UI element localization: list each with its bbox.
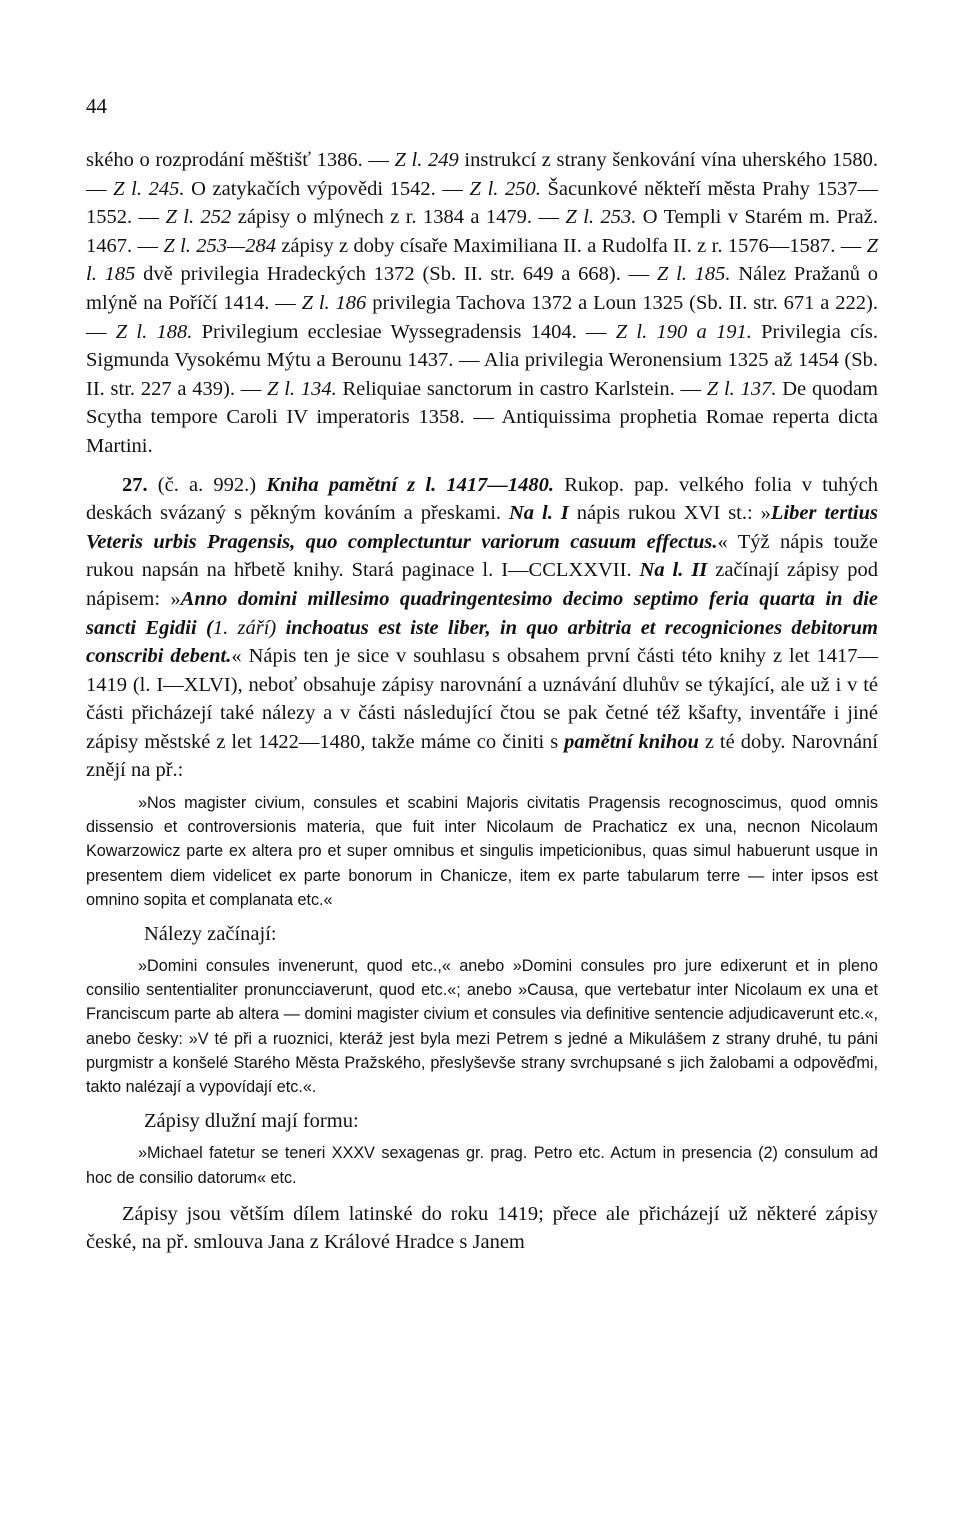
folio-ref: Z l. 190 a 191. [615, 320, 752, 343]
text-run: Reliquiae sanctorum in castro Karlstein. — [336, 377, 707, 400]
folio-ref: Z l. 185 [86, 234, 879, 286]
folio-ref: Z l. 253. [565, 206, 637, 229]
text-run: (č. a. 992.) [147, 473, 267, 496]
text-run: O zatykačích výpovědi 1542. — [184, 177, 470, 200]
emphasis-term: pamětní knihou [564, 730, 699, 753]
paragraph-closing: Zápisy jsou větším dílem latinské do roku 1419; přece ale přicházejí už některé zápisy české, na př. smlouva Jana z Králové Hradce s Janem [86, 1202, 878, 1254]
latin-inscription: Liber tertius Veteris urbis Pragensis, quo complectuntur variorum casuum effectus. [86, 502, 878, 553]
date-note: 1. září) [212, 616, 277, 639]
text-run: O Templi v Starém m. Praž. 1467. — [86, 206, 879, 257]
text-run: začínají zápisy pod nápisem: » [86, 559, 878, 610]
paragraph-contents-list [86, 146, 878, 461]
text-run: zápisy o mlýnech z r. 1384 a 1479. — [231, 206, 566, 229]
text-run: zápisy z doby císaře Maximiliana II. a Rudolfa II. z r. 1576—1587. — [275, 234, 867, 257]
subheading-findings: Nálezy začínají: [144, 923, 277, 946]
text-run: z té doby. Narovnání znějí na př.: [86, 730, 878, 782]
entry-number: 27. [122, 473, 148, 496]
text-run: Rukop. pap. velkého folia v tuhých deskách svázaný s pěkným kováním a přeskami. [86, 473, 879, 525]
latin-inscription: inchoatus est iste liber, in quo arbitria et recogniciones debitorum conscribi debent. [86, 616, 878, 668]
text-run: De quodam Scytha tempore Caroli IV imperatoris 1358. — Antiquissima prophetia Romae reperta dicta Martini. [86, 377, 878, 457]
quote-findings: »Domini consules invenerunt, quod etc.,« anebo »Domini consules pro jure edixerunt et in pleno consilio sententialiter pronuncciaverunt, quod etc.«; anebo »Causa, que vertebatur inter Nicolaum ex una et Franciscum parte ab altera — domini magister civium et consules via definitive sentencie adjudicaverunt etc.«, anebo česky: »V té při a ruoznici, kteráž jest byla mezi Petrem s jedné a Mikulášem z strany druhé, tu páni purgmistr a konšelé Starého Města Pražského, přeslyševše strany svrchupsané s jich žalobami a odpověďmi, takto nalézají a vypovídají etc.«. [86, 957, 878, 1097]
folio-ref: Z l. 185. [656, 263, 731, 286]
folio-ref: Z l. 249 [394, 149, 459, 171]
folio-ref: Z l. 252 [165, 206, 232, 229]
folio-ref: Z l. 250. [469, 177, 541, 200]
folio-ref: Na l. I [508, 502, 569, 525]
entry-title: Kniha pamětní z l. 1417—1480. [266, 473, 555, 496]
text-run: Privilegium ecclesiae Wyssegradensis 1404. — [192, 320, 616, 343]
text-run: nápis rukou XVI st.: » [568, 502, 771, 525]
text-run: Privilegia cís. Sigmunda Vysokému Mýtu a Berounu 1437. — Alia privilegia Weronensium 1325 až 1454 (Sb. II. str. 227 a 439). — [86, 320, 878, 400]
quote-settlement: »Nos magister civium, consules et scabini Majoris civitatis Pragensis recognoscimus, quod omnis dissensio et controversionis materia, que fuit inter Nicolaum de Prachaticz ex una, necnon Nicolaum Kowarzowicz parte ex altera pro et super omnibus et singulis impeticionibus, quas simul habuerunt usque in presentem diem videlicet ex parte bonorum in Chanicze, item ex parte tabularum terre — inter ipsos est omnino sopita et complanata etc.« [86, 794, 878, 909]
text-run: Šacunkové někteří města Prahy 1537—1552. — [86, 177, 878, 229]
text-run: ského o rozprodání měštišť 1386. — [86, 149, 395, 171]
quote-debt-record: »Michael fatetur se teneri XXXV sexagenas gr. prag. Petro etc. Actum in presencia (2) consulum ad hoc de consilio datorum« etc. [86, 1144, 878, 1187]
page-number: 44 [86, 94, 107, 118]
text-run: « Nápis ten je sice v souhlasu s obsahem první části této knihy z let 1417—1419 (l. I—XLVI), neboť obsahuje zápisy narovnání a uznávání dluhův se týkající, ale už i v té části přicházejí také nálezy a v části následující čtou se pak četné též kšafty, inventáře i jiné zápisy městské z let 1422—1480, takže máme co činiti s [86, 645, 878, 753]
folio-ref: Z l. 134. [267, 377, 337, 400]
latin-inscription: Anno domini millesimo quadringentesimo decimo septimo feria quarta in die sancti Egidii ( [86, 587, 878, 639]
folio-ref: Z l. 188. [115, 320, 193, 343]
paragraph-entry-27 [86, 471, 878, 786]
text-run: privilegia Tachova 1372 a Loun 1325 (Sb. II. str. 671 a 222). — [86, 291, 878, 343]
text-run: « Týž nápis touže rukou napsán na hřbetě knihy. Stará paginace l. I—CCLXXVII. [86, 530, 878, 582]
text-run: dvě privilegia Hradeckých 1372 (Sb. II. str. 649 a 668). — [135, 263, 657, 286]
folio-ref: Z l. 186 [301, 291, 367, 314]
text-run: Nález Pražanů o mlýně na Poříčí 1414. — [86, 263, 878, 314]
text-run: instrukcí z strany šenkování vína uherského 1580. — [86, 149, 878, 200]
document-body [86, 146, 878, 1257]
folio-ref: Na l. II [639, 559, 708, 582]
folio-ref: Z l. 253—284 [163, 234, 276, 257]
subheading-debt-records: Zápisy dlužní mají formu: [144, 1110, 359, 1133]
folio-ref: Z l. 137. [706, 377, 777, 400]
folio-ref: Z l. 245. [113, 177, 185, 200]
